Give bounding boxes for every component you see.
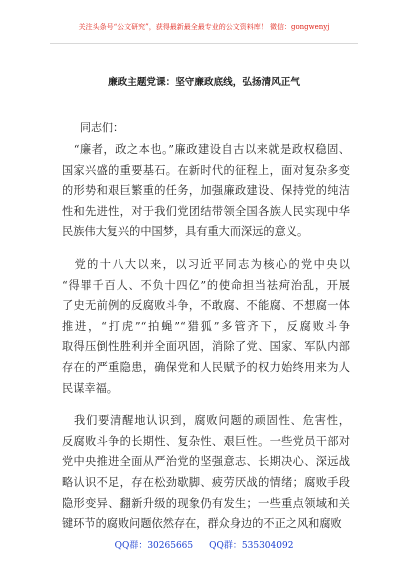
paragraph-line: 隐形变异、翻新升级的现象仍有发生；一些重点领域和关: [62, 496, 350, 510]
paragraph-line: 我们要清醒地认识到，腐败问题的顽固性、危害性，: [62, 414, 350, 428]
paragraph-line: 取得压倒性胜利并全面巩固，消除了党、国家、军队内部: [62, 340, 350, 354]
paragraph-line: 推进，“打虎”“拍蝇”“猎狐”多管齐下，反腐败斗争: [62, 319, 350, 333]
paragraph-line: 略认识不足，存在松劲歇脚、疲劳厌战的情绪；腐败手段: [62, 475, 350, 489]
paragraph: [62, 411, 350, 535]
paragraph-line: 反腐败斗争的长期性、复杂性、艰巨性。一些党员干部对: [62, 434, 350, 448]
paragraph-line: 党中央推进全面从严治党的坚强意志、长期决心、深远战: [62, 455, 350, 469]
salutation: 同志们：: [80, 121, 124, 134]
footer-qq-group-1: QQ群：30265665: [114, 541, 194, 551]
paragraph-line: “廉者，政之本也。”廉政建设自古以来就是政权稳固、: [62, 143, 350, 156]
paragraph: [62, 140, 350, 243]
footer-qq-group-2: QQ群：535304092: [209, 541, 294, 551]
paragraph-line: 国家兴盛的重要基石。在新时代的征程上，面对复杂多变: [62, 163, 350, 177]
paragraph-line: 党的十八大以来，以习近平同志为核心的党中央以: [62, 257, 350, 271]
paragraph-line: 性和先进性，对于我们党团结带领全国各族人民实现中华: [62, 204, 350, 218]
paragraph-line: 键环节的腐败问题依然存在，群众身边的不正之风和腐败: [62, 517, 342, 531]
paragraph-line: “得罪千百人、不负十四亿”的使命担当祛疴治乱，开展: [62, 278, 350, 292]
paragraph-line: 民族伟大复兴的中国梦，具有重大而深远的意义。: [62, 225, 309, 239]
paragraph: [62, 255, 350, 399]
paragraph-list: [62, 140, 350, 535]
paragraph-line: 民谋幸福。: [62, 381, 118, 395]
paragraph-line: 的形势和艰巨繁重的任务，加强廉政建设、保持党的纯洁: [62, 184, 350, 198]
paragraph-line: 了史无前例的反腐败斗争，不敢腐、不能腐、不想腐一体: [62, 299, 350, 313]
document-body: [62, 118, 350, 547]
document-title: 廉政主题党课：坚守廉政底线，弘扬清风正气: [108, 77, 300, 88]
header-divider: [50, 43, 358, 44]
header-banner: 关注头条号“公文研究”，获得最新最全最专业的公文资料库！ 微信：gongwenyj: [78, 23, 330, 31]
footer: [0, 538, 408, 551]
paragraph-line: 存在的严重隐患，确保党和人民赋予的权力始终用来为人: [62, 360, 350, 374]
